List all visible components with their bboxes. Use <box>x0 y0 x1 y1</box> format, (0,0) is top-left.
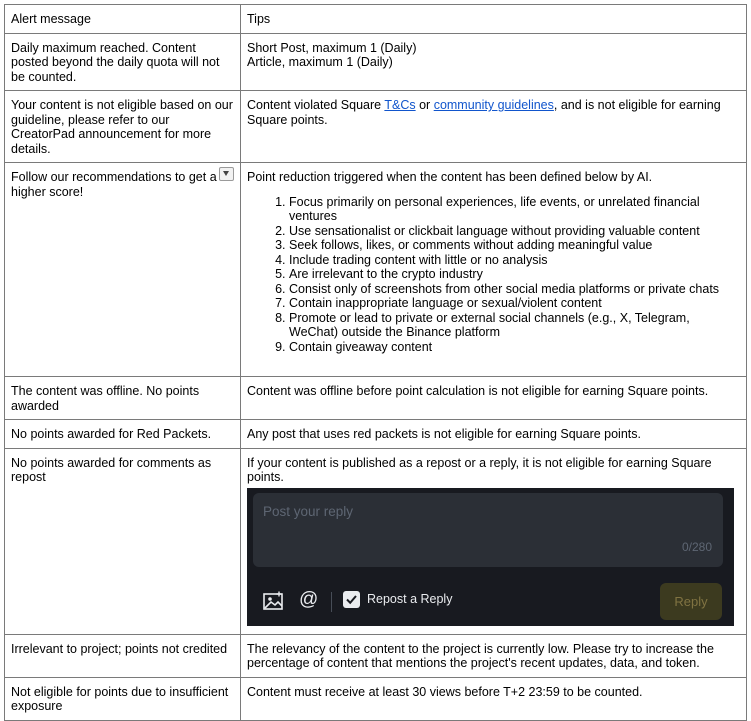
list-item: 4. Include trading content with little or no analysis <box>289 253 740 268</box>
tips-cell <box>241 163 747 377</box>
tips-intro: Point reduction triggered when the content has been defined below by AI. <box>247 170 653 184</box>
reply-input[interactable] <box>253 493 723 567</box>
tips-cell <box>241 91 747 163</box>
at-sign-icon[interactable]: @ <box>299 588 319 610</box>
reply-composer-screenshot <box>247 488 734 626</box>
alert-cell: Irrelevant to project; points not credited <box>5 634 241 677</box>
tips-cell: The relevancy of the content to the project is currently low. Please try to increase the percentage of content that mentions the project's recent updates, data, and token. <box>241 634 747 677</box>
community-guidelines-link[interactable]: community guidelines <box>433 98 554 112</box>
alert-text: Follow our recommendations to get a higher score! <box>11 170 217 199</box>
table-row <box>5 377 747 420</box>
tips-cell: Any post that uses red packets is not eligible for earning Square points. <box>241 420 747 449</box>
list-item: 5. Are irrelevant to the crypto industry <box>289 267 740 282</box>
table-row <box>5 33 747 91</box>
list-item: 8. Promote or lead to private or external social channels (e.g., X, Telegram, WeChat) outside the Binance platform <box>289 311 740 340</box>
table-row <box>5 163 747 377</box>
tips-cell: Content was offline before point calculation is not eligible for earning Square points. <box>241 377 747 420</box>
image-icon[interactable] <box>262 591 284 611</box>
tips-cell <box>241 448 747 634</box>
column-header-tips: Tips <box>241 5 747 34</box>
alert-cell: No points awarded for comments as repost <box>5 448 241 634</box>
table-row <box>5 91 747 163</box>
repost-reply-label: Repost a Reply <box>367 591 453 606</box>
tips-text: , and is not eligible for earning Square points. <box>247 98 721 127</box>
reply-button[interactable]: Reply <box>660 583 722 620</box>
dropdown-arrow-icon[interactable] <box>219 167 234 181</box>
alert-cell: Your content is not eligible based on our guideline, please refer to our CreatorPad announcement for more details. <box>5 91 241 163</box>
reply-placeholder: Post your reply <box>263 503 354 519</box>
alert-tips-table <box>4 4 747 721</box>
terms-link[interactable]: T&Cs <box>384 98 416 112</box>
toolbar-divider <box>331 592 332 612</box>
alert-cell: Not eligible for points due to insufficient exposure <box>5 677 241 720</box>
alert-cell: The content was offline. No points awarded <box>5 377 241 420</box>
checkmark-icon[interactable] <box>343 591 360 608</box>
tips-text: If your content is published as a repost or a reply, it is not eligible for earning Square points. <box>247 455 712 484</box>
table-row <box>5 634 747 677</box>
character-counter: 0/280 <box>681 539 712 554</box>
alert-cell: Daily maximum reached. Content posted beyond the daily quota will not be counted. <box>5 33 241 91</box>
table-header-row <box>5 5 747 34</box>
tips-line: Article, maximum 1 (Daily) <box>247 55 393 69</box>
tips-list <box>247 195 740 355</box>
table-row <box>5 448 747 634</box>
tips-text: Content violated Square <box>247 98 385 112</box>
tips-cell: Content must receive at least 30 views before T+2 23:59 to be counted. <box>241 677 747 720</box>
tips-line: Short Post, maximum 1 (Daily) <box>247 40 417 55</box>
list-item: 7. Contain inappropriate language or sexual/violent content <box>289 296 740 311</box>
list-item: 2. Use sensationalist or clickbait language without providing valuable content <box>289 224 740 239</box>
table-row <box>5 677 747 720</box>
column-header-alert: Alert message <box>5 5 241 34</box>
alert-cell: No points awarded for Red Packets. <box>5 420 241 449</box>
table-row <box>5 420 747 449</box>
tips-text: or <box>415 98 434 112</box>
list-item: 6. Consist only of screenshots from other social media platforms or private chats <box>289 282 740 297</box>
alert-cell <box>5 163 241 377</box>
list-item: 3. Seek follows, likes, or comments without adding meaningful value <box>289 238 740 253</box>
list-item: 1. Focus primarily on personal experiences, life events, or unrelated financial ventures <box>289 195 740 224</box>
tips-cell <box>241 33 747 91</box>
list-item: 9. Contain giveaway content <box>289 340 740 355</box>
